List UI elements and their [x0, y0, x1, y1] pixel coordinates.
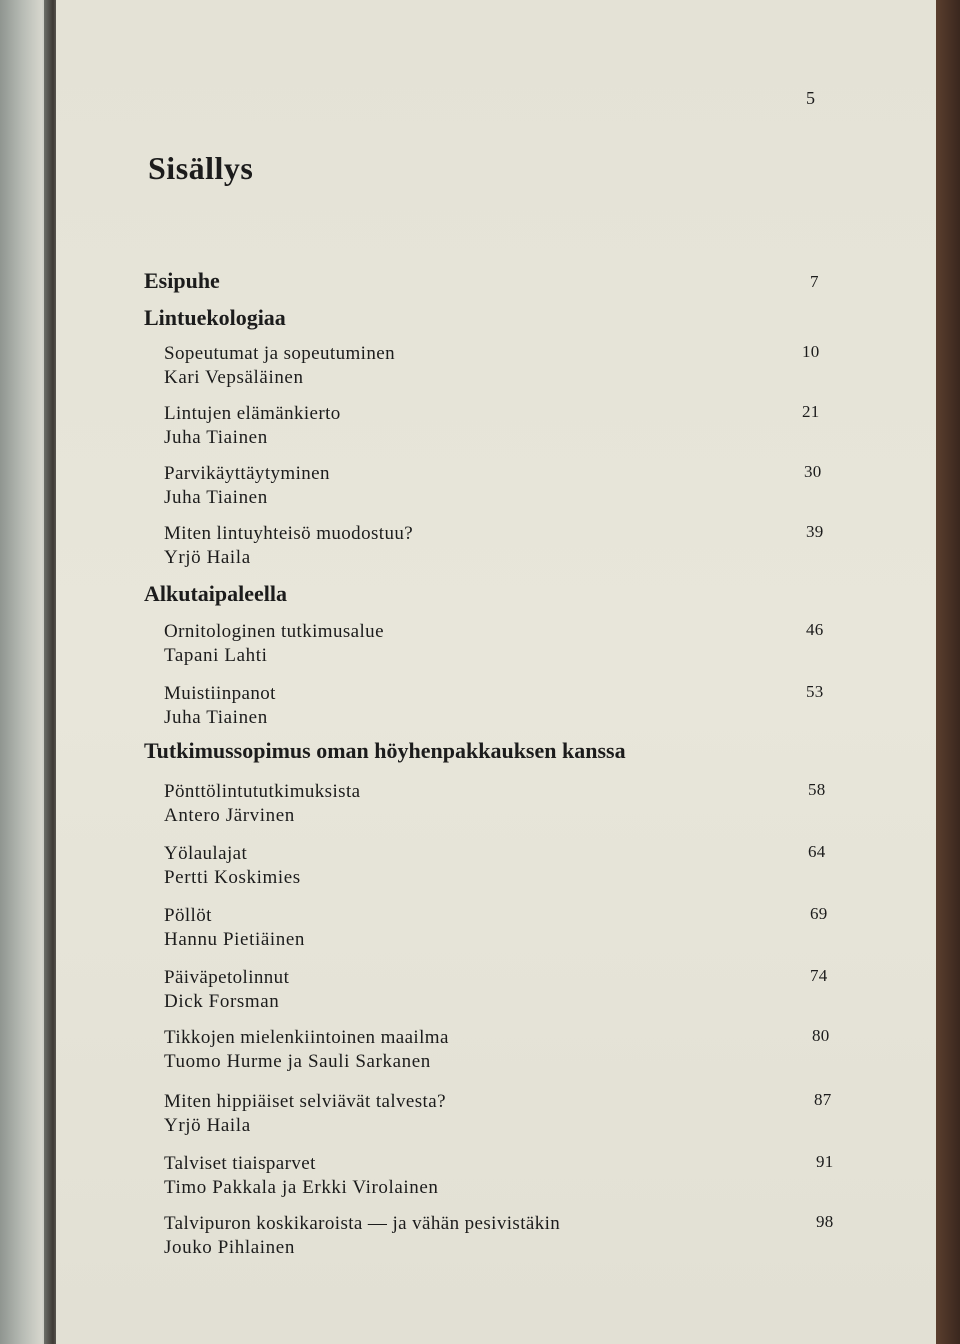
entry-title: Lintujen elämänkierto	[164, 403, 341, 424]
entry-title: Pönttölintututkimuksista	[164, 781, 361, 802]
section-lintuekologiaa: Lintuekologiaa	[144, 305, 286, 330]
entry-author: Juha Tiainen	[164, 487, 268, 508]
entry-author: Hannu Pietiäinen	[164, 929, 305, 950]
entry-author: Pertti Koskimies	[164, 867, 301, 888]
toc-entry	[164, 842, 884, 890]
entry-page: 80	[812, 1026, 830, 1045]
entry-page: 74	[810, 966, 828, 985]
entry-author: Kari Vepsäläinen	[164, 367, 304, 388]
entry-author: Juha Tiainen	[164, 707, 268, 728]
entry-author: Dick Forsman	[164, 991, 280, 1012]
toc-entry	[164, 682, 884, 730]
entry-title: Pöllöt	[164, 905, 212, 926]
toc-entry	[164, 966, 884, 1014]
toc-entry	[164, 402, 884, 450]
page-title: Sisällys	[148, 150, 254, 186]
entry-page: 30	[804, 462, 822, 481]
entry-author: Yrjö Haila	[164, 1115, 251, 1136]
toc-entry	[164, 1212, 884, 1260]
entry-title: Sopeutumat ja sopeutuminen	[164, 343, 395, 364]
toc-entry	[164, 522, 884, 570]
entry-title: Talviset tiaisparvet	[164, 1153, 316, 1174]
entry-page: 91	[816, 1152, 834, 1171]
section-esipuhe: Esipuhe	[144, 268, 220, 293]
section-tutkimussopimus: Tutkimussopimus oman höyhenpakkauksen kanssa	[144, 738, 626, 763]
entry-page: 64	[808, 842, 826, 861]
entry-page: 87	[814, 1090, 832, 1109]
book-page	[56, 0, 936, 1344]
toc-entry	[164, 462, 884, 510]
entry-title: Miten lintuyhteisö muodostuu?	[164, 523, 414, 544]
entry-page: 58	[808, 780, 826, 799]
page-number: 5	[806, 88, 815, 108]
entry-author: Antero Järvinen	[164, 805, 295, 826]
toc-entry	[164, 620, 884, 668]
entry-author: Jouko Pihlainen	[164, 1237, 295, 1258]
entry-title: Miten hippiäiset selviävät talvesta?	[164, 1091, 446, 1112]
toc-entry	[164, 904, 884, 952]
entry-title: Päiväpetolinnut	[164, 967, 290, 988]
entry-author: Tuomo Hurme ja Sauli Sarkanen	[164, 1051, 431, 1072]
entry-page: 69	[810, 904, 828, 923]
entry-title: Talvipuron koskikaroista — ja vähän pesivistäkin	[164, 1213, 561, 1234]
entry-page: 39	[806, 522, 824, 541]
entry-page: 21	[802, 402, 820, 421]
entry-author: Yrjö Haila	[164, 547, 251, 568]
entry-author: Juha Tiainen	[164, 427, 268, 448]
toc-entry	[164, 1026, 884, 1074]
entry-author: Tapani Lahti	[164, 645, 268, 666]
table-background	[936, 0, 960, 1344]
entry-author: Timo Pakkala ja Erkki Virolainen	[164, 1177, 439, 1198]
toc-entry	[164, 1090, 884, 1138]
entry-title: Parvikäyttäytyminen	[164, 463, 330, 484]
entry-title: Muistiinpanot	[164, 683, 276, 704]
entry-page: 98	[816, 1212, 834, 1231]
entry-title: Ornitologinen tutkimusalue	[164, 621, 384, 642]
entry-page: 46	[806, 620, 824, 639]
toc-entry	[164, 342, 884, 390]
section-alkutaipaleella: Alkutaipaleella	[144, 581, 288, 606]
entry-page: 10	[802, 342, 820, 361]
section-esipuhe-page: 7	[810, 272, 819, 291]
entry-title: Yölaulajat	[164, 843, 248, 864]
entry-title: Tikkojen mielenkiintoinen maailma	[164, 1027, 449, 1048]
toc-entry	[164, 1152, 884, 1200]
entry-page: 53	[806, 682, 824, 701]
toc-entry	[164, 780, 884, 828]
